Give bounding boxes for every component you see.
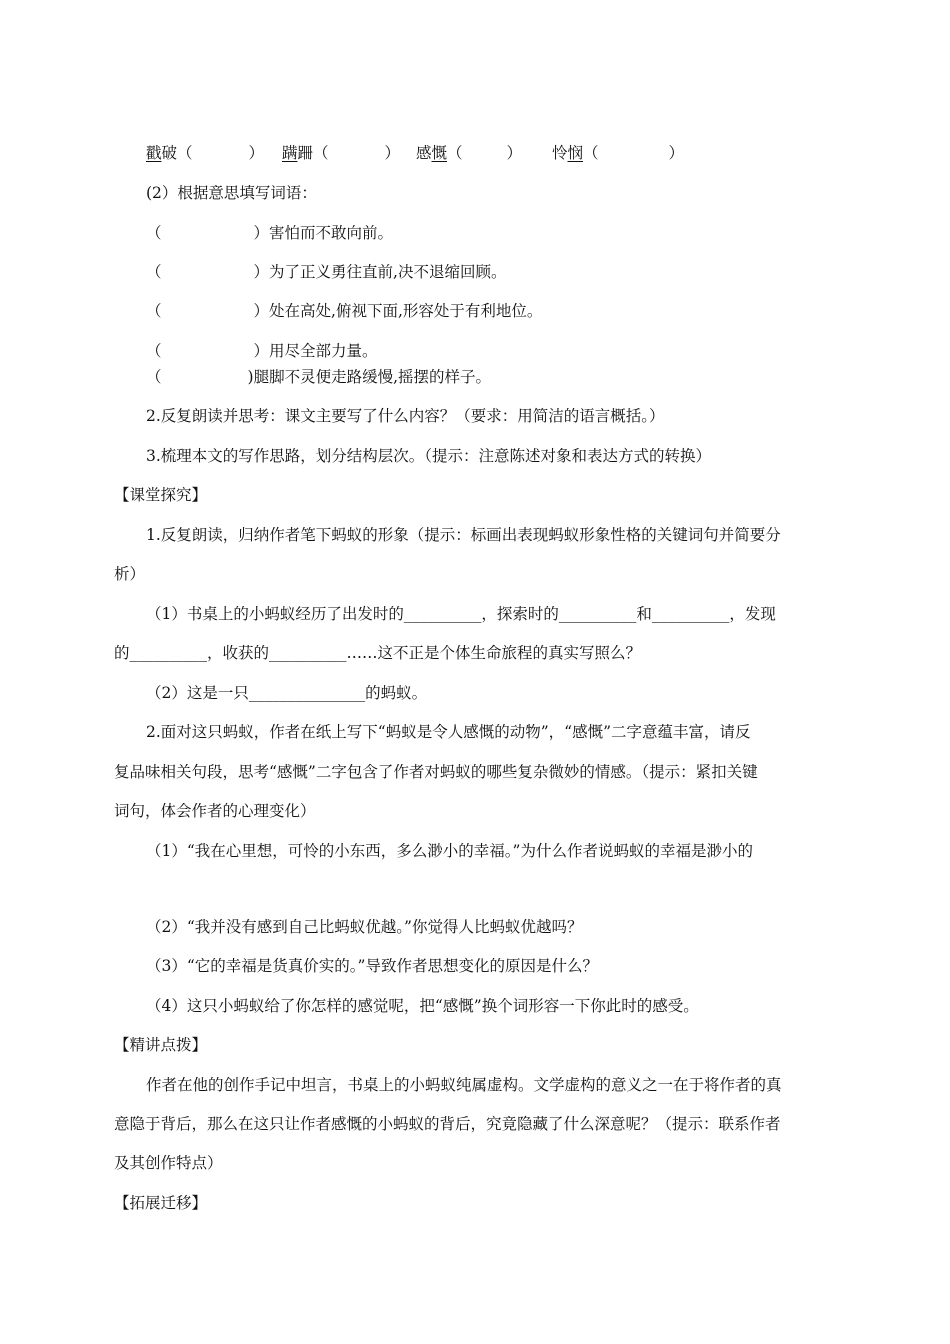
explore-2-3: （3）“它的幸福是货真价实的。”导致作者思想变化的原因是什么？ (146, 957, 598, 975)
explore-2-line-3: 词句，体会作者的心理变化） (114, 802, 316, 820)
section-heading-guide: 【精讲点拨】 (114, 1036, 208, 1054)
fill-item-4: （ ）用尽全部力量。 (146, 342, 378, 360)
explore-1-1-line-1: （1）书桌上的小蚂蚁经历了出发时的__________，探索时的__________和__________，发现 (146, 605, 776, 623)
explore-2-line-1: 2.面对这只蚂蚁，作者在纸上写下“蚂蚁是令人感慨的动物”，“感慨”二字意蕴丰富，请反 (146, 723, 751, 741)
pinyin-item-4: 怜悯（ ） (552, 144, 685, 162)
explore-2-4: （4）这只小蚂蚁给了你怎样的感觉呢，把“感慨”换个词形容一下你此时的感受。 (146, 997, 699, 1015)
question-2: 2.反复朗读并思考：课文主要写了什么内容？（要求：用简洁的语言概括。） (146, 407, 665, 425)
explore-1-line-1: 1.反复朗读，归纳作者笔下蚂蚁的形象（提示：标画出表现蚂蚁形象性格的关键词句并简要分 (146, 526, 781, 544)
question-3: 3.梳理本文的写作思路，划分结构层次。（提示：注意陈述对象和表达方式的转换） (146, 447, 712, 465)
fill-item-2: （ ）为了正义勇往直前,决不退缩回顾。 (146, 263, 507, 281)
guide-line-1: 作者在他的创作手记中坦言，书桌上的小蚂蚁纯属虚构。文学虚构的意义之一在于将作者的真 (146, 1076, 782, 1094)
pinyin-item-3: 感慨（ ） (416, 144, 523, 162)
section-heading-extend: 【拓展迁移】 (114, 1194, 208, 1212)
fill-item-5: （ )腿脚不灵便走路缓慢,摇摆的样子。 (146, 368, 492, 386)
explore-2-line-2: 复品味相关句段，思考“感慨”二字包含了作者对蚂蚁的哪些复杂微妙的情感。（提示：紧扣关键 (114, 763, 758, 781)
question-1-2: (2）根据意思填写词语： (146, 184, 317, 202)
explore-2-2: （2）“我并没有感到自己比蚂蚁优越。”你觉得人比蚂蚁优越吗？ (146, 918, 583, 936)
explore-2-1: （1）“我在心里想，可怜的小东西，多么渺小的幸福。”为什么作者说蚂蚁的幸福是渺小的 (146, 842, 753, 860)
fill-item-3: （ ）处在高处,俯视下面,形容处于有利地位。 (146, 302, 543, 320)
guide-line-2: 意隐于背后，那么在这只让作者感慨的小蚂蚁的背后，究竟隐藏了什么深意呢？（提示：联系作者 (114, 1115, 781, 1133)
guide-line-3: 及其创作特点） (114, 1154, 223, 1172)
pinyin-item-1: 戳破（ ） (146, 144, 265, 162)
explore-1-2: （2）这是一只_______________的蚂蚁。 (146, 684, 428, 702)
pinyin-item-2: 蹒跚（ ） (282, 144, 401, 162)
fill-item-1: （ ）害怕而不敢向前。 (146, 224, 394, 242)
section-heading-explore: 【课堂探究】 (114, 486, 208, 504)
explore-1-1-line-2: 的__________，收获的__________……这不正是个体生命旅程的真实写照么？ (114, 644, 642, 662)
explore-1-line-2: 析） (114, 565, 146, 583)
